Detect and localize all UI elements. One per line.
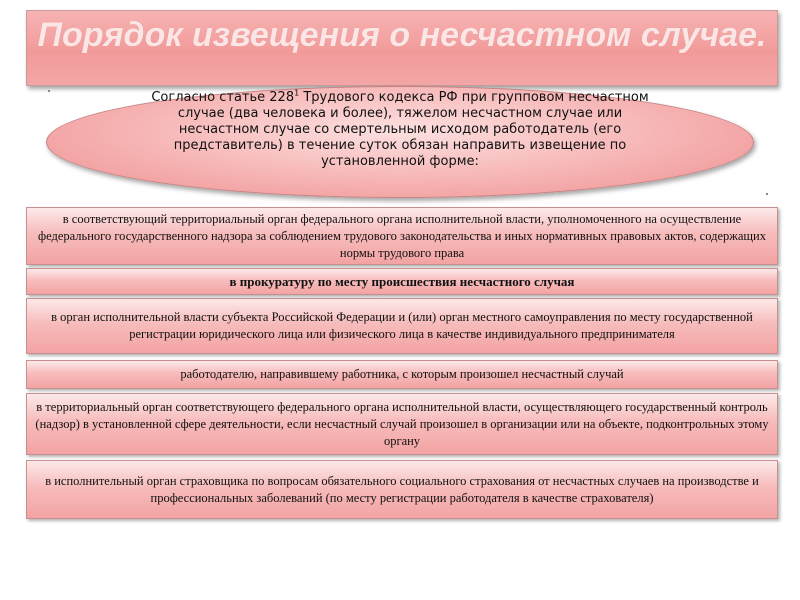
decor-dot [766,193,768,195]
recipient-text: работодателю, направившему работника, с которым произошел несчастный случай [180,367,624,381]
recipient-text: в территориальный орган соответствующего федерального органа исполнительной власти, осуществляющего государственный контроль (надзор) в установленной сфере деятельности, если несчастный случай произошел в организации или на объекте, подконтрольных этому органу [35,399,769,448]
recipient-item [26,207,778,265]
intro-line1-before: Согласно статье 228 [151,90,295,105]
intro-line1-sup: 1 [294,88,300,98]
recipient-item [26,360,778,389]
page-title: Порядок извещения о несчастном случае. [37,16,767,54]
intro-rest: групповом несчастном случае (два человека и более), тяжелом несчастном случае или несчастном случае со смертельным исходом работодатель (его представитель) в течение суток обязан направить извещение по установленной форме: [173,90,649,169]
title-banner [26,10,778,86]
recipient-item [26,298,778,354]
recipient-text: в соответствующий территориальный орган федерального органа исполнительной власти, уполномоченного на осуществление федерального государственного надзора за соблюдением трудового законодательства и иных нормативных правовых актов, содержащих нормы трудового права [37,211,766,260]
decor-dot [48,90,50,92]
recipient-item [26,268,778,295]
recipient-item [26,393,778,455]
recipient-item [26,460,778,519]
intro-text [150,90,650,170]
intro-line1-after: Трудового кодекса РФ при [299,90,487,105]
recipient-text: в прокуратуру по месту происшествия несчастного случая [229,274,575,289]
recipient-text: в исполнительный орган страховщика по вопросам обязательного социального страхования от несчастных случаев на производстве и профессиональных заболеваний (по месту регистрации работодателя в качестве страхователя) [45,473,759,505]
recipient-text: в орган исполнительной власти субъекта Российской Федерации и (или) орган местного самоуправления по месту государственной регистрации юридического лица или физического лица в качестве индивидуального предпринимателя [51,310,753,341]
